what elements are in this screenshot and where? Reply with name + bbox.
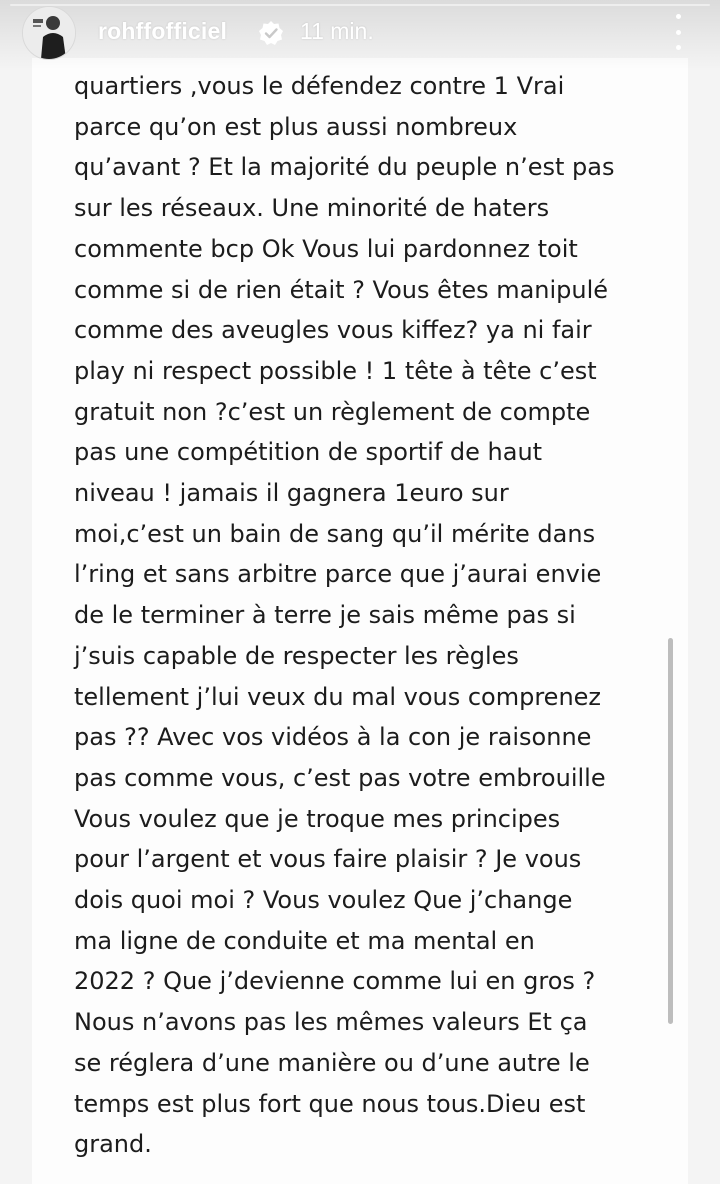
more-options-icon[interactable] — [666, 14, 690, 50]
avatar-photo-icon — [23, 7, 75, 59]
verified-badge-icon — [258, 20, 284, 46]
more-dot — [676, 14, 681, 19]
story-timestamp: 11 min. — [300, 18, 374, 44]
avatar[interactable] — [22, 6, 76, 60]
scrollbar[interactable] — [668, 638, 673, 1024]
story-header — [0, 0, 720, 70]
story-username[interactable]: rohffofficiel — [98, 18, 228, 44]
story-text: quartiers ,vous le défendez contre 1 Vrai parce qu’on est plus aussi nombreux qu’avant ? Et la majorité du peuple n’est pas sur les réseaux. Une minorité de haters commente bcp Ok Vous lui pardonnez toit comme si de rien était ? Vous êtes manipulé comme des aveugles vous kiffez? ya ni fair play ni respect possible ! 1 tête à tête c’est gratuit non ?c’est un règlement de compte pas une compétition de sportif de haut niveau ! jamais il gagnera 1euro sur moi,c’est un bain de sang qu’il mérite dans l’ring et sans arbitre parce que j’aurai envie de le terminer à terre je sais même pas si j’suis capable de respecter les règles tellement j’lui veux du mal vous comprenez pas ?? Avec vos vidéos à la con je raisonne pas comme vous, c’est pas votre embrouille Vous voulez que je troque mes principes pour l’argent et vous faire plaisir ? Je vous dois quoi moi ? Vous voulez Que j’change ma ligne de conduite et ma mental en 2022 ? Que j’devienne comme lui en gros ? Nous n’avons pas les mêmes valeurs Et ça se réglera d’une manière ou d’une autre le temps est plus fort que nous tous.Dieu est grand. — [74, 72, 615, 1159]
more-dot — [676, 45, 681, 50]
story-progress-bar — [10, 4, 710, 6]
more-dot — [676, 30, 681, 35]
